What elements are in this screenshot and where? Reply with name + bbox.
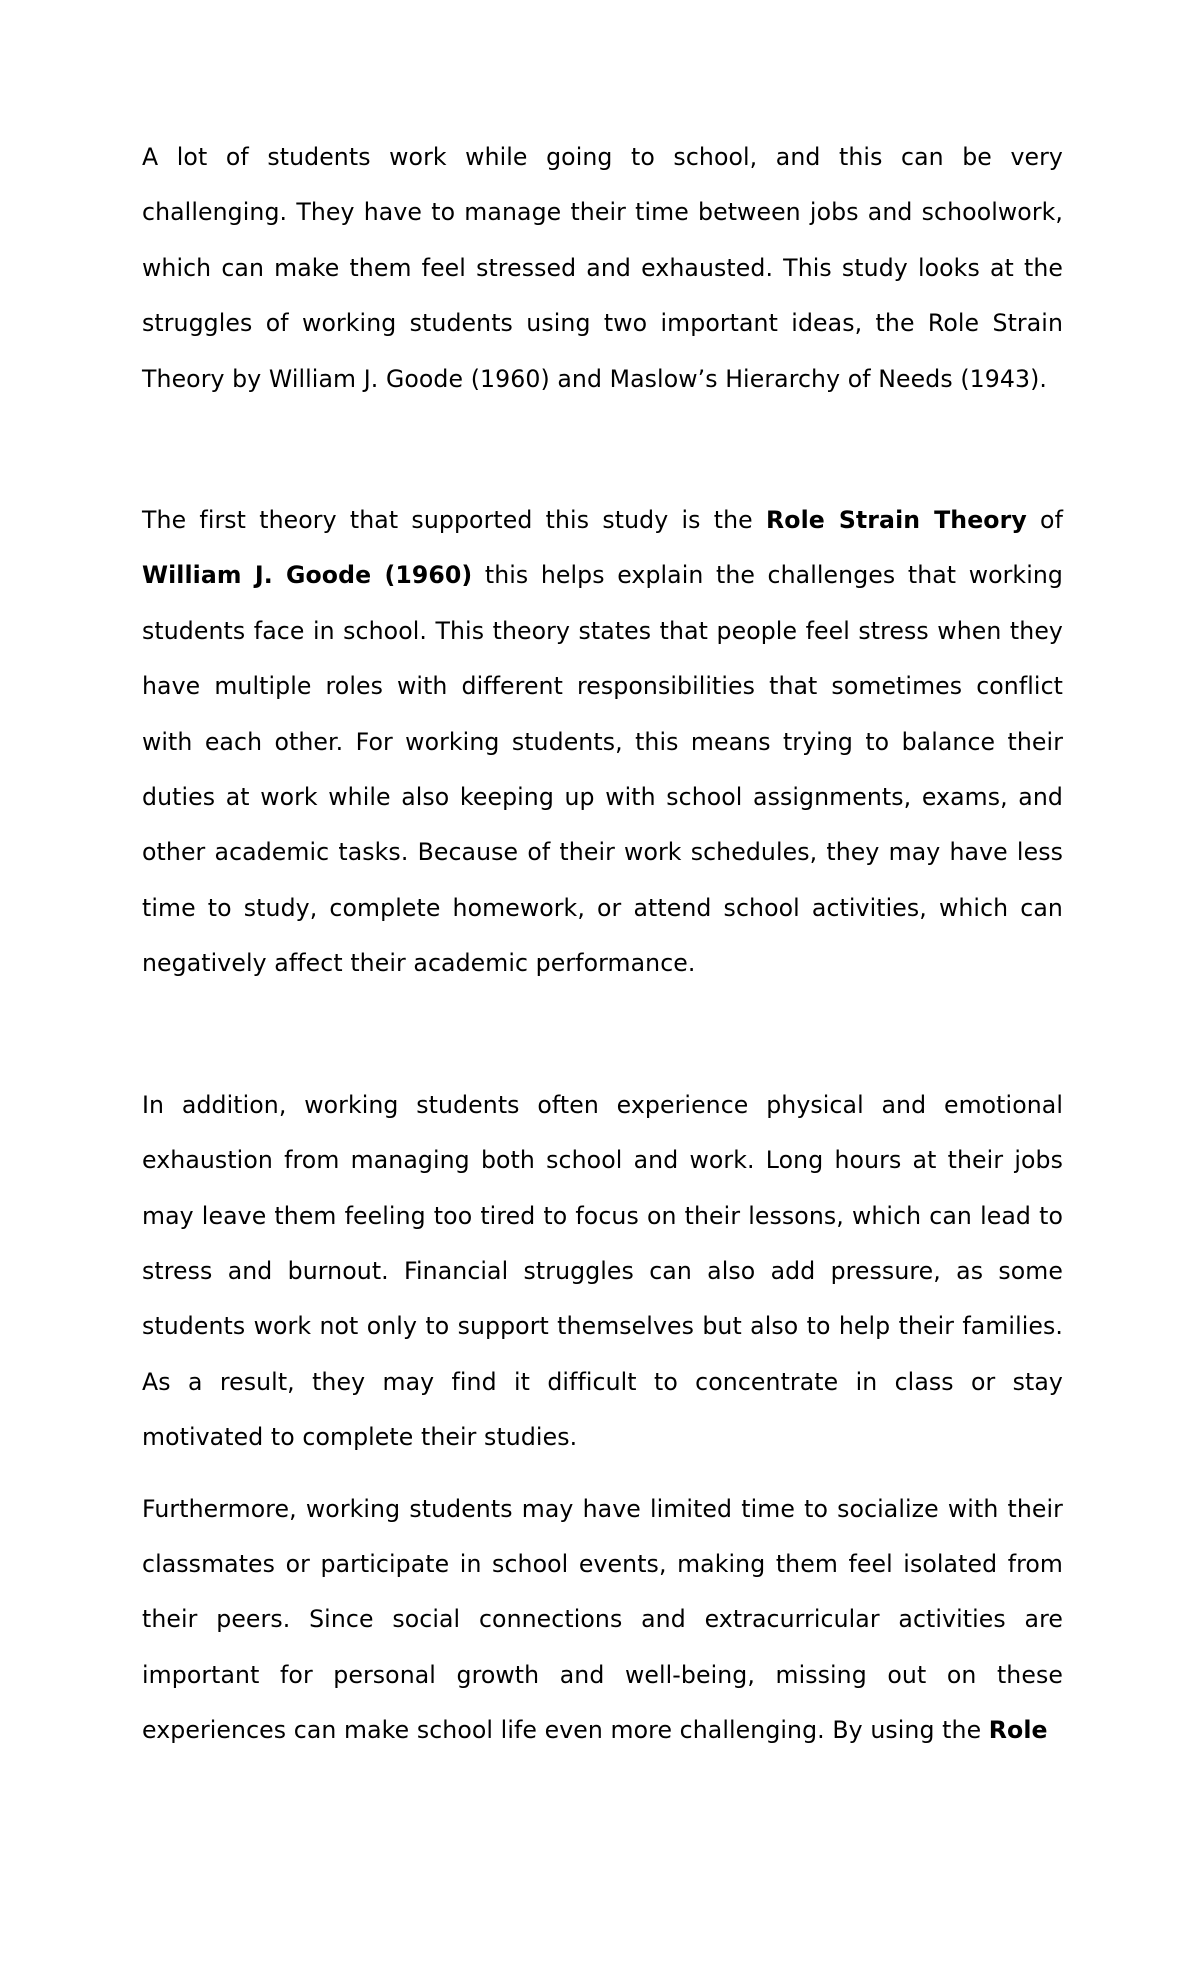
paragraph-intro: A lot of students work while going to school, and this can be very challenging. They have to manage their time between jobs and schoolwork, which can make them feel stressed and exhausted. This study looks at the struggles of working students using two important ideas, the Role Strain Theory by William J. Goode (1960) and Maslow’s Hierarchy of Needs (1943). (142, 143, 1063, 393)
bold-theory-name: Role Strain Theory (766, 506, 1027, 535)
paragraph-text: Furthermore, working students may have limited time to socialize with their classmates or participate in school events, making them feel isolated from their peers. Since social connections and extracurricular activities are important for personal growth and well-being, missing out on these experiences can make school life even more challenging. By using the (142, 1494, 1063, 1745)
bold-theory-name: Role (988, 1716, 1048, 1745)
bold-author-name: William J. Goode (1960) (142, 561, 473, 590)
paragraph-text: of (1026, 506, 1063, 535)
document-body (142, 130, 1063, 1759)
paragraph-social-isolation (142, 1482, 1063, 1759)
paragraph-text: The first theory that supported this study is the (142, 506, 767, 535)
paragraph-exhaustion: In addition, working students often experience physical and emotional exhaustion from managing both school and work. Long hours at their jobs may leave them feeling too tired to focus on their lessons, which can lead to stress and burnout. Financial struggles can also add pressure, as some students work not only to support themselves but also to help their families. As a result, they may find it difficult to concentrate in class or stay motivated to complete their studies. (142, 1090, 1063, 1452)
paragraph-role-strain-theory (142, 493, 1063, 992)
paragraph-text: this helps explain the challenges that working students face in school. This theory states that people feel stress when they have multiple roles with different responsibilities that sometimes conflict with each other. For working students, this means trying to balance their duties at work while also keeping up with school assignments, exams, and other academic tasks. Because of their work schedules, they may have less time to study, complete homework, or attend school activities, which can negatively affect their academic performance. (142, 561, 1063, 978)
